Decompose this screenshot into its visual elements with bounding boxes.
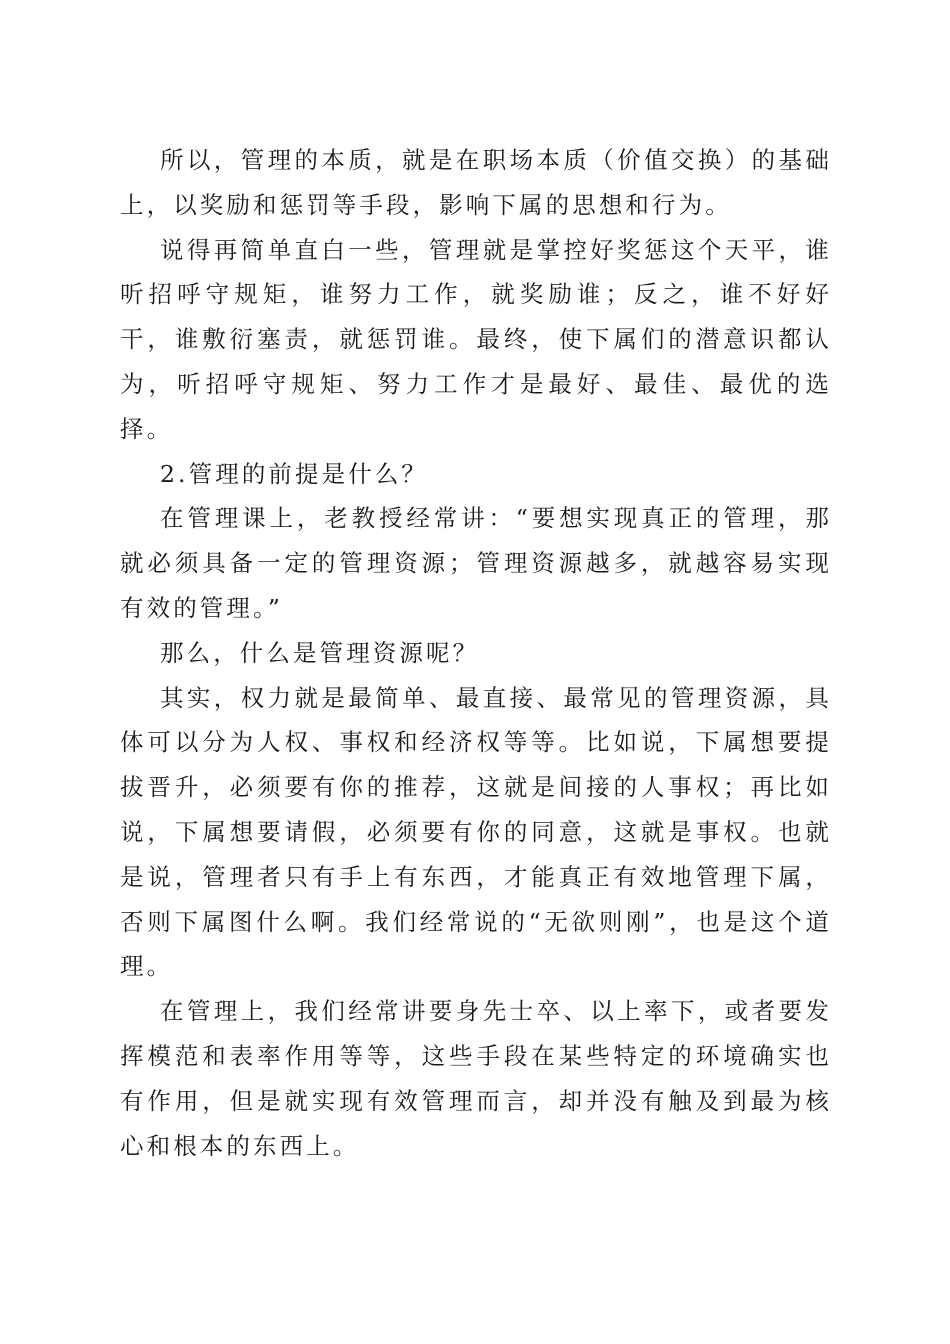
document-body [120,138,832,1168]
paragraph-power-as-resource: 其实，权力就是最简单、最直接、最常见的管理资源，具体可以分为人权、事权和经济权等等。比如说，下属想要提拔晋升，必须要有你的推荐，这就是间接的人事权；再比如说，下属想要请假，必须要有你的同意，这就是事权。也就是说，管理者只有手上有东西，才能真正有效地管理下属，否则下属图什么啊。我们经常说的“无欲则刚”，也是这个道理。 [120,683,832,981]
paragraph-leading-by-example: 在管理上，我们经常讲要身先士卒、以上率下，或者要发挥模范和表率作用等等，这些手段在某些特定的环境确实也有作用，但是就实现有效管理而言，却并没有触及到最为核心和根本的东西上。 [120,997,832,1160]
paragraph-professor-quote: 在管理课上，老教授经常讲：“要想实现真正的管理，那就必须具备一定的管理资源；管理资源越多，就越容易实现有效的管理。” [120,504,832,622]
paragraph-question-management-resources: 那么，什么是管理资源呢？ [160,638,480,667]
paragraph-essence-of-management: 所以，管理的本质，就是在职场本质（价值交换）的基础上，以奖励和惩罚等手段，影响下属的思想和行为。 [120,146,832,219]
paragraph-reward-punishment-balance: 说得再简单直白一些，管理就是掌控好奖惩这个天平，谁听招呼守规矩，谁努力工作，就奖励谁；反之，谁不好好干，谁敷衍塞责，就惩罚谁。最终，使下属们的潜意识都认为，听招呼守规矩、努力工作才是最好、最佳、最优的选择。 [120,235,832,443]
section-heading-management-premise: 2.管理的前提是什么？ [160,459,429,488]
